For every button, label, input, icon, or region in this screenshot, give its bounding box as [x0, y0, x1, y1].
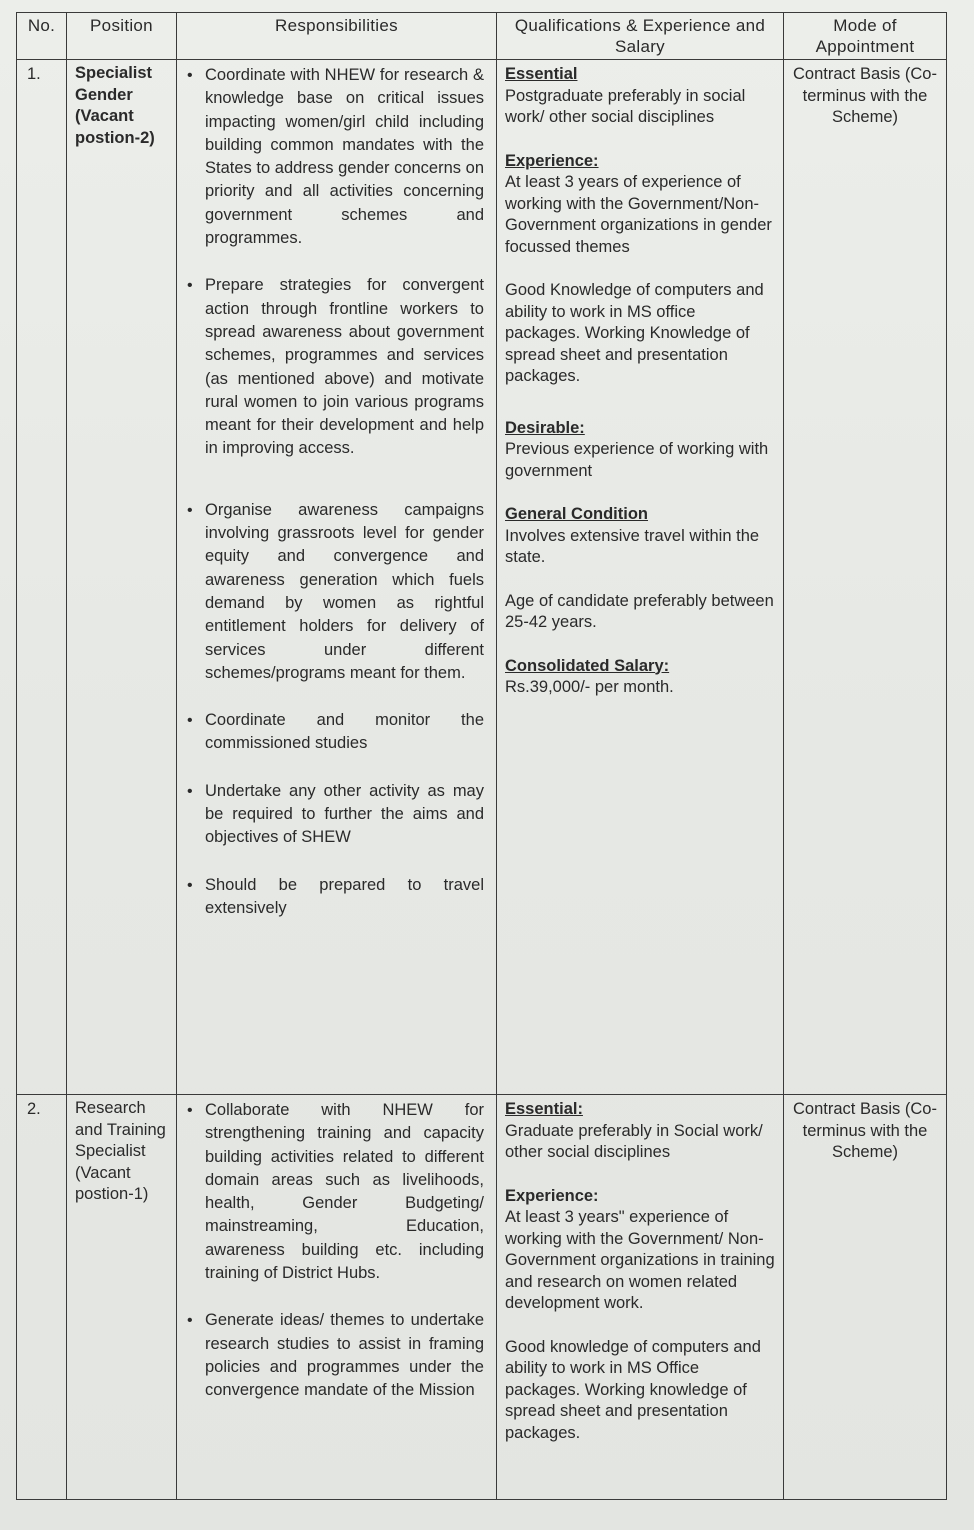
list-item: • Prepare strategies for convergent action through frontline workers to spread awareness about government schemes, programmes and services (as mentioned above) and motivate rural women to join various programs meant for their development and help in improving access. [185, 274, 484, 460]
header-position: Position [67, 13, 177, 60]
header-qualifications: Qualifications & Experience and Salary [497, 13, 784, 60]
header-responsibilities: Responsibilities [177, 13, 497, 60]
header-mode: Mode of Appointment [784, 13, 947, 60]
experience-heading: Experience: [505, 151, 599, 170]
position-title: Research and Training Specialist (Vacant postion-1) [67, 1095, 177, 1500]
table-row [17, 60, 947, 1095]
list-item: • Coordinate with NHEW for research & knowledge base on critical issues impacting women/girl child including building common mandates with the States to address gender concerns on priority and all activities concerning government schemes and programmes. [185, 64, 484, 250]
desirable-heading: Desirable: [505, 418, 585, 437]
essential-heading: Essential [505, 65, 578, 83]
header-no: No. [17, 13, 67, 60]
responsibilities-cell [177, 1095, 497, 1500]
qualifications-cell [497, 1095, 784, 1500]
row-number: 1. [17, 60, 67, 1095]
essential-text: Postgraduate preferably in social work/ other social disciplines [505, 86, 746, 126]
table-row [17, 1095, 947, 1500]
desirable-text: Previous experience of working with government [505, 440, 769, 480]
general-condition-heading: General Condition [505, 505, 649, 523]
list-item: • Collaborate with NHEW for strengthening training and capacity building activities related to different domain areas such as livelihoods, health, Gender Budgeting/ mainstreaming, Education, awareness building etc. including training of District Hubs. [185, 1099, 484, 1285]
computer-skills-text: Good knowledge of computers and ability to work in MS Office packages. Working knowledge of spread sheet and presentation packages. [505, 1337, 761, 1442]
row-number: 2. [17, 1095, 67, 1500]
essential-heading: Essential: [505, 1100, 583, 1118]
mode-of-appointment: Contract Basis (Co-terminus with the Scheme) [784, 60, 947, 1095]
experience-text: At least 3 years of experience of working with the Government/Non-Government organizations in gender focussed themes [505, 173, 772, 256]
list-item: • Generate ideas/ themes to undertake research studies to assist in framing policies and programmes under the convergence mandate of the Mission [185, 1309, 484, 1402]
experience-text: At least 3 years" experience of working with the Government/ Non- Government organizations in training and research on women related development work. [505, 1208, 775, 1312]
responsibilities-cell [177, 60, 497, 1095]
general-condition-text: Involves extensive travel within the state. [505, 526, 760, 566]
list-item: • Undertake any other activity as may be required to further the aims and objectives of SHEW [185, 780, 484, 850]
age-text: Age of candidate preferably between 25-42 years. [505, 591, 774, 631]
experience-heading: Experience: [505, 1186, 599, 1205]
salary-text: Rs.39,000/- per month. [505, 678, 674, 696]
position-title: Specialist Gender (Vacant postion-2) [67, 60, 177, 1095]
positions-table [16, 12, 947, 1500]
computer-skills-text: Good Knowledge of computers and ability to work in MS office packages. Working Knowledge of spread sheet and presentation packages. [505, 281, 764, 385]
responsibilities-list [185, 64, 484, 920]
salary-heading: Consolidated Salary: [505, 656, 670, 675]
list-item: • Coordinate and monitor the commissioned studies [185, 709, 484, 756]
essential-text: Graduate preferably in Social work/ other social disciplines [505, 1121, 763, 1161]
qualifications-cell [497, 60, 784, 1095]
mode-of-appointment: Contract Basis (Co-terminus with the Scheme) [784, 1095, 947, 1500]
list-item: • Organise awareness campaigns involving grassroots level for gender equity and convergence and awareness generation which fuels demand by women as rightful entitlement holders for delivery of services under different schemes/programs meant for them. [185, 499, 484, 685]
list-item: • Should be prepared to travel extensively [185, 874, 484, 921]
responsibilities-list [185, 1099, 484, 1403]
table-header-row [17, 13, 947, 60]
